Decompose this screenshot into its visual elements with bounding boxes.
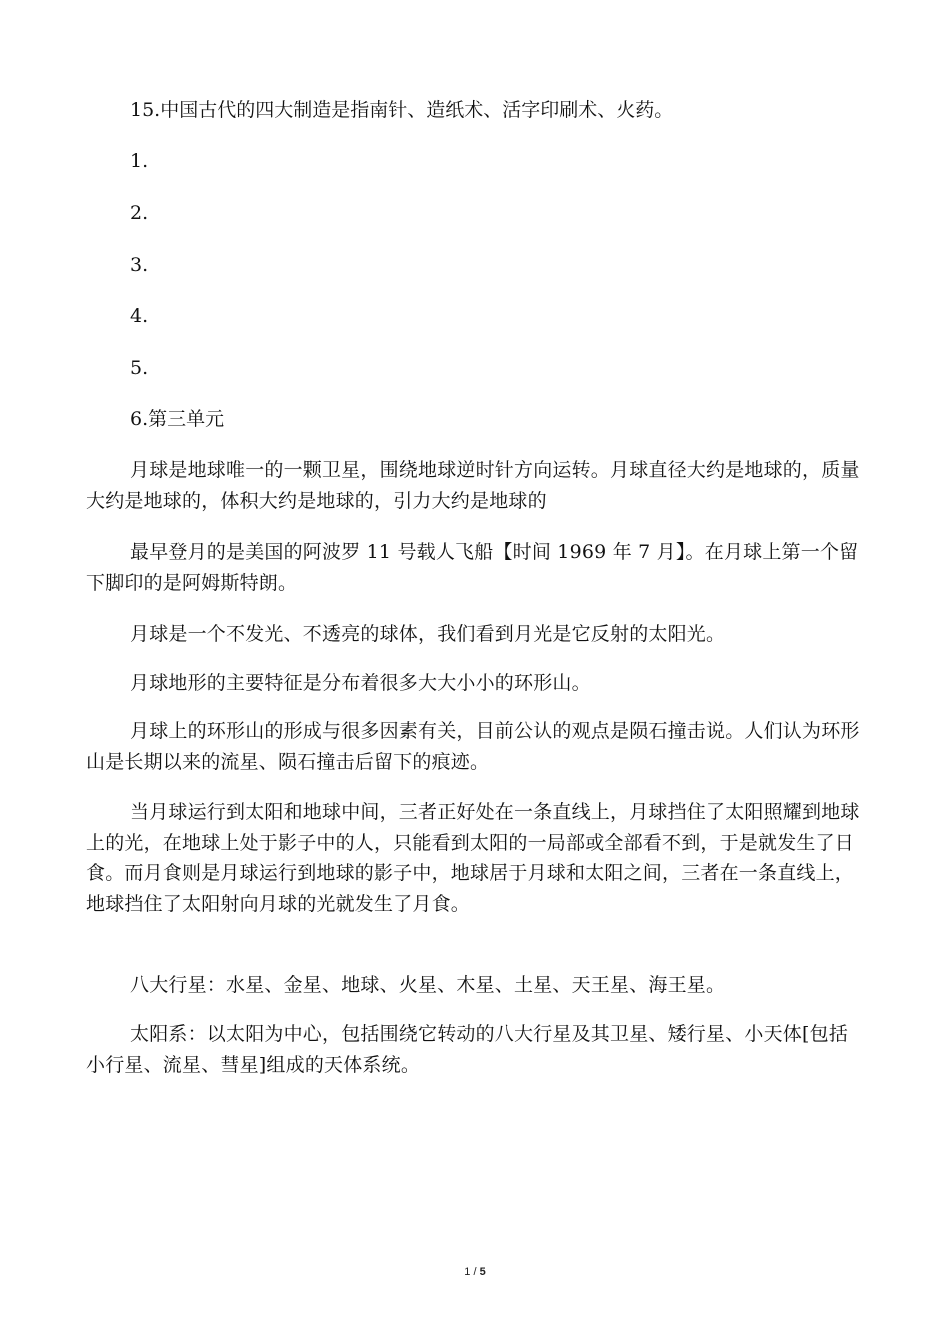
- list-item-15: 15.中国古代的四大制造是指南针、造纸术、活字印刷术、火药。: [130, 99, 674, 121]
- list-item-3: 3.: [130, 254, 149, 276]
- paragraph-moon-terrain: 月球地形的主要特征是分布着很多大大小小的环形山。: [130, 672, 591, 694]
- page-current: 1: [464, 1266, 471, 1278]
- list-item-5: 5.: [130, 357, 149, 379]
- list-item-4: 4.: [130, 305, 149, 327]
- page-number-footer: [0, 1266, 950, 1278]
- paragraph-moon-satellite: 月球是地球唯一的一颗卫星，围绕地球逆时针方向运转。月球直径大约是地球的，质量大约是地球的，体积大约是地球的，引力大约是地球的: [86, 459, 860, 512]
- paragraph-eclipses: 当月球运行到太阳和地球中间，三者正好处在一条直线上，月球挡住了太阳照耀到地球上的光，在地球上处于影子中的人，只能看到太阳的一局部或全部看不到，于是就发生了日食。而月食则是月球运行到地球的影子中，地球居于月球和太阳之间，三者在一条直线上，地球挡住了太阳射向月球的光就发生了月食。: [86, 801, 860, 915]
- page-total: 5: [479, 1266, 486, 1278]
- paragraph-solar-system: 太阳系：以太阳为中心，包括围绕它转动的八大行星及其卫星、矮行星、小天体[包括小行星、流星、彗星]组成的天体系统。: [86, 1023, 849, 1076]
- page-separator: /: [470, 1266, 480, 1278]
- paragraph-moon-landing: 最早登月的是美国的阿波罗 11 号载人飞船【时间 1969 年 7 月】。在月球上第一个留下脚印的是阿姆斯特朗。: [86, 541, 859, 594]
- paragraph-moonlight: 月球是一个不发光、不透亮的球体，我们看到月光是它反射的太阳光。: [130, 623, 726, 645]
- paragraph-eight-planets: 八大行星：水星、金星、地球、火星、木星、土星、天王星、海王星。: [130, 974, 726, 996]
- paragraph-craters: 月球上的环形山的形成与很多因素有关，目前公认的观点是陨石撞击说。人们认为环形山是长期以来的流星、陨石撞击后留下的痕迹。: [86, 720, 860, 773]
- list-item-1: 1.: [130, 150, 149, 172]
- list-item-6-unit-heading: 6.第三单元: [130, 408, 225, 430]
- list-item-2: 2.: [130, 202, 149, 224]
